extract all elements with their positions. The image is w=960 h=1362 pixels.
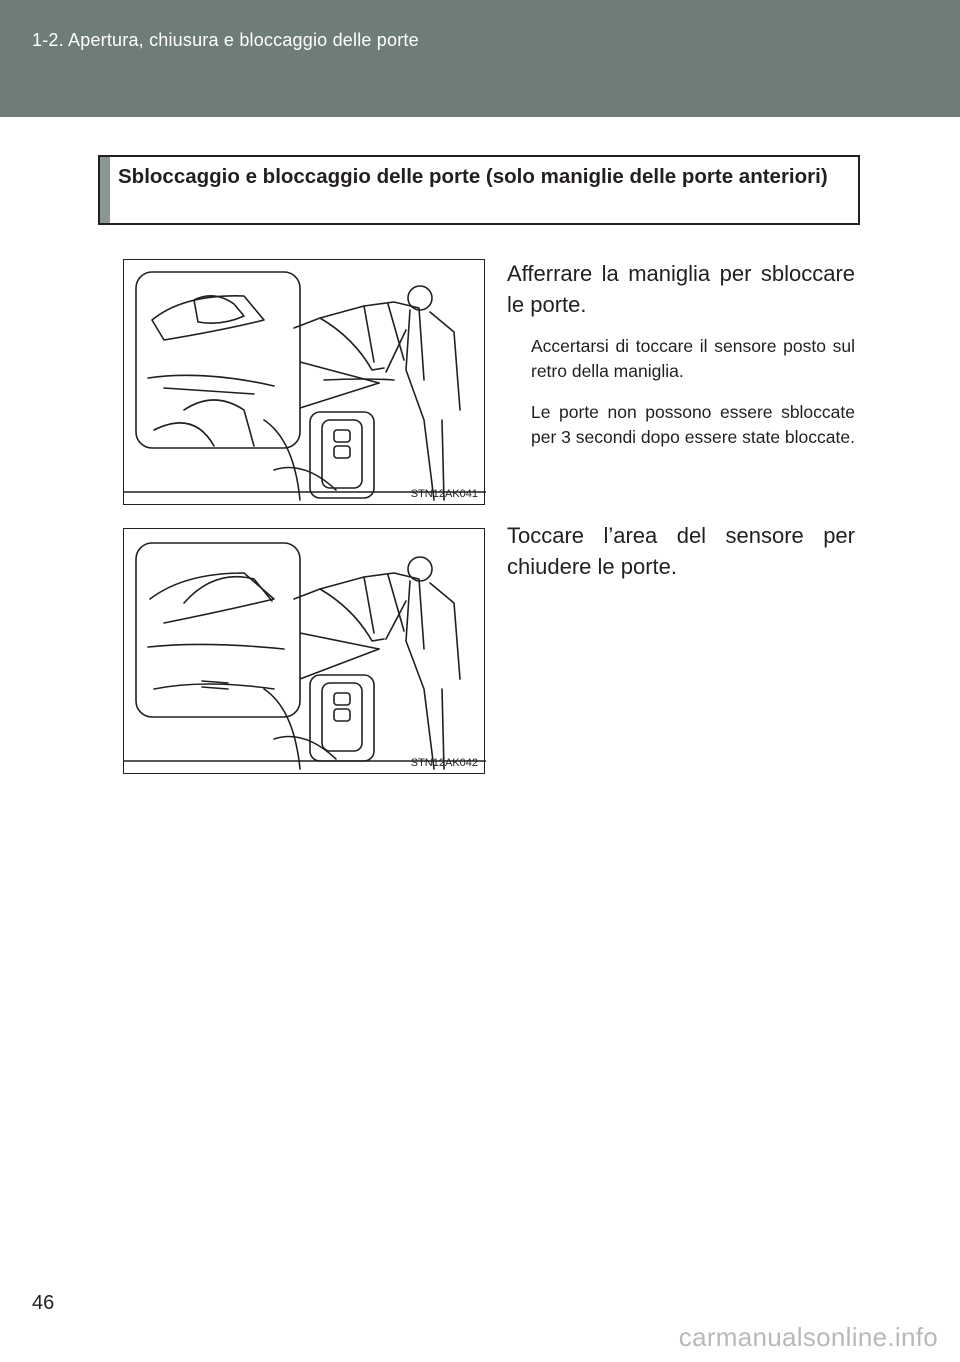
- watermark: carmanualsonline.info: [678, 1322, 938, 1352]
- section-heading-box: [98, 155, 860, 225]
- unlock-illustration-drawing: [124, 260, 486, 506]
- lock-illustration-drawing: [124, 529, 486, 775]
- chapter-title: 1-2. Apertura, chiusura e bloccaggio delle porte: [32, 30, 419, 50]
- page-number: 46: [32, 1292, 55, 1314]
- step-1-note-2: Le porte non possono essere sbloccate per 3 secondi dopo essere state bloccate.: [531, 402, 855, 447]
- section-title: Sbloccaggio e bloccaggio delle porte (solo maniglie delle porte anteriori): [118, 165, 828, 188]
- step-2-text: Toccare l’area del sensore per chiudere le porte.: [507, 523, 855, 579]
- illustration-lock: [123, 528, 485, 774]
- step-1-text: Afferrare la maniglia per sbloccare le porte.: [507, 261, 855, 317]
- section-accent-bar: [100, 157, 110, 223]
- figure-code: STN12AK041: [410, 488, 478, 500]
- figure-code: STN12AK042: [410, 757, 478, 769]
- illustration-unlock: [123, 259, 485, 505]
- step-1-note-1: Accertarsi di toccare il sensore posto sul retro della maniglia.: [531, 336, 855, 381]
- page-header: [0, 0, 960, 117]
